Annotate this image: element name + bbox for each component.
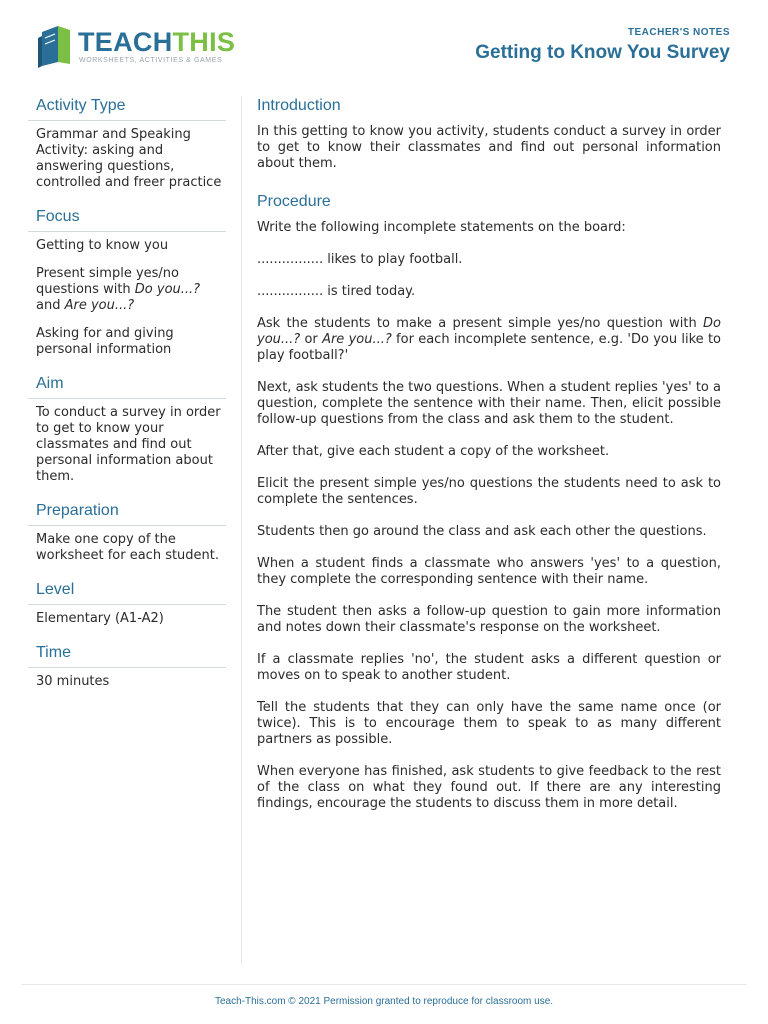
sidebar [28,92,226,702]
activity-type-text: Grammar and Speaking Activity: asking and answering questions, controlled and freer practice [36,127,222,190]
procedure-paragraph: Write the following incomplete statements on the board: [257,220,626,235]
intro-paragraph: In this getting to know you activity, students conduct a survey in order to get to know their classmates and find out personal information about them. [257,124,721,171]
procedure-text: or [300,332,323,347]
section-body [28,668,226,690]
logo-text-teach: TEACH [78,27,173,57]
focus-item [36,266,226,314]
section-heading: Activity Type [28,92,226,121]
section-aim [28,370,226,485]
procedure-statement: ................ is tired today. [257,284,416,299]
level-text: Elementary (A1-A2) [36,611,164,626]
teach-this-logo[interactable] [36,24,236,70]
section-body [28,526,226,564]
footer-divider [22,984,746,985]
procedure-paragraph: Next, ask students the two questions. When a student replies 'yes' to a question, complete the sentence with their name. Then, elicit possible follow-up questions from the class and ask them to the student. [257,380,721,427]
section-activity-type [28,92,226,191]
book-icon [36,24,76,68]
section-focus [28,203,226,358]
page-title: Getting to Know You Survey [475,42,730,63]
section-heading: Preparation [28,497,226,526]
page-header [0,0,768,90]
aim-text: To conduct a survey in order to get to know your classmates and find out personal information about them. [36,405,221,484]
procedure-example: Do you...? [257,316,721,347]
focus-item: Asking for and giving personal information [36,326,174,357]
intro-heading: Introduction [257,97,341,114]
time-text: 30 minutes [36,674,110,689]
procedure-paragraph: When everyone has finished, ask students to give feedback to the rest of the class on what they found out. If there are any interesting findings, encourage the students to discuss them in more detail. [257,764,721,811]
section-heading: Aim [28,370,226,399]
procedure-paragraph: When a student finds a classmate who answers 'yes' to a question, they complete the corresponding sentence with their name. [257,556,721,587]
procedure-paragraph [257,316,721,364]
doc-kicker: TEACHER'S NOTES [627,27,730,38]
main-content [257,92,721,828]
footer-copyright: Teach-This.com © 2021 Permission granted to reproduce for classroom use. [214,996,554,1007]
procedure-heading: Procedure [257,193,331,210]
section-heading: Level [28,576,226,605]
focus-text: Present simple yes/no questions with [36,266,179,297]
logo-wordmark [78,28,235,56]
procedure-text: Ask the students to make a present simple yes/no question with [257,316,704,331]
procedure-paragraph: Elicit the present simple yes/no questions the students need to ask to complete the sentences. [257,476,721,507]
logo-text-this: THIS [172,27,236,57]
focus-item: Getting to know you [36,238,169,253]
section-body [28,605,226,627]
section-time [28,639,226,690]
section-heading: Time [28,639,226,668]
section-body [28,121,226,191]
section-heading: Focus [28,203,226,232]
procedure-statement: ................ likes to play football. [257,252,463,267]
section-body [28,232,226,358]
procedure-paragraph: The student then asks a follow-up question to gain more information and notes down their classmate's response on the worksheet. [257,604,721,635]
focus-text: and [36,298,65,313]
logo-tagline: WORKSHEETS, ACTIVITIES & GAMES [79,57,223,64]
section-preparation [28,497,226,564]
focus-example: Are you...? [64,298,135,313]
procedure-example: Are you...? [322,332,392,347]
section-body [28,399,226,485]
procedure-paragraph: If a classmate replies 'no', the student asks a different question or moves on to speak to another student. [257,652,721,683]
column-divider [241,96,242,964]
section-level [28,576,226,627]
focus-example: Do you...? [134,282,201,297]
preparation-text: Make one copy of the worksheet for each student. [36,532,220,563]
procedure-text: for each incomplete sentence, e.g. 'Do you like to play football?' [257,332,721,363]
procedure-paragraph: After that, give each student a copy of the worksheet. [257,444,610,459]
procedure-paragraph: Tell the students that they can only have the same name once (or twice). This is to encourage them to speak to as many different partners as possible. [257,700,721,747]
procedure-paragraph: Students then go around the class and ask each other the questions. [257,524,707,539]
